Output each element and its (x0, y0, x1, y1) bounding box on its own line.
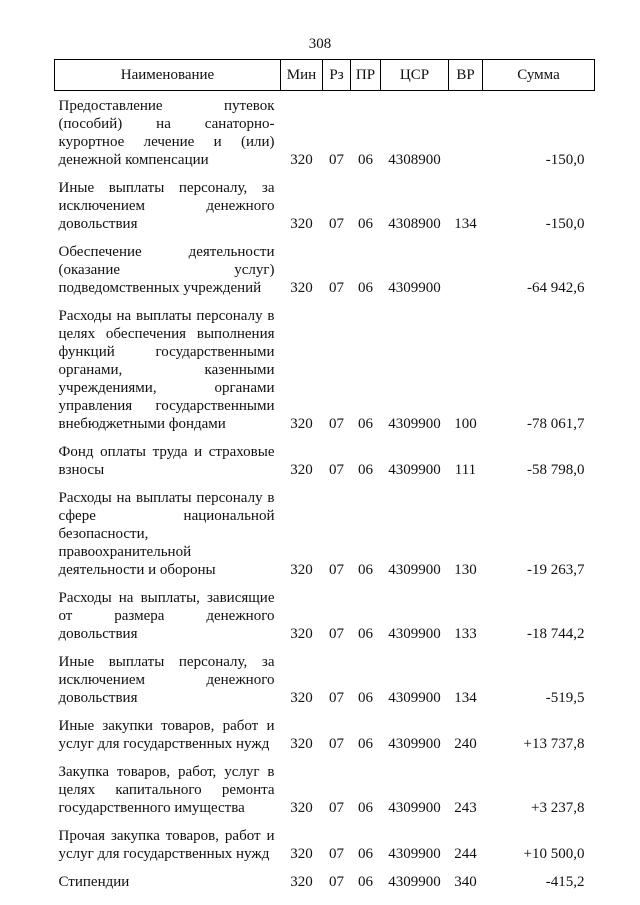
row-pr: 06 (358, 874, 373, 890)
row-sum: -18 744,2 (527, 626, 585, 642)
row-sum: -58 798,0 (527, 462, 585, 478)
row-rz: 07 (329, 462, 344, 478)
row-name: Предоставление путевок (пособий) на санаторно-курортное лечение и (или) денежной компенсации (58, 98, 275, 168)
row-name: Прочая закупка товаров, работ и услуг для государственных нужд (58, 828, 275, 862)
row-csr: 4309900 (388, 416, 441, 432)
row-sum: -19 263,7 (527, 562, 585, 578)
row-vr: 111 (454, 462, 477, 478)
row-vr (449, 233, 483, 297)
row-pr: 06 (358, 416, 373, 432)
row-min: 320 (290, 280, 313, 296)
header-rz: Рз (323, 60, 351, 91)
row-csr: 4309900 (388, 800, 441, 816)
header-vr: ВР (449, 60, 483, 91)
row-sum: -519,5 (545, 690, 585, 706)
row-pr: 06 (358, 690, 373, 706)
table-row (55, 479, 595, 579)
row-min: 320 (290, 562, 313, 578)
table-row (55, 297, 595, 433)
header-csr: ЦСР (381, 60, 449, 91)
row-vr: 243 (454, 800, 477, 816)
row-min: 320 (290, 152, 313, 168)
row-name: Стипендии (58, 874, 130, 890)
row-name: Фонд оплаты труда и страховые взносы (58, 444, 275, 478)
row-min: 320 (290, 846, 313, 862)
page-number: 308 (308, 36, 332, 52)
header-pr: ПР (351, 60, 381, 91)
row-vr: 133 (454, 626, 477, 642)
header-min: Мин (281, 60, 323, 91)
table-row (55, 753, 595, 817)
row-min: 320 (290, 462, 313, 478)
row-vr: 244 (454, 846, 477, 862)
table-row (55, 643, 595, 707)
row-pr: 06 (358, 152, 373, 168)
table-row (55, 707, 595, 753)
row-sum: +13 737,8 (523, 736, 585, 752)
row-csr: 4309900 (388, 562, 441, 578)
table-row (55, 91, 595, 170)
row-sum: -415,2 (545, 874, 585, 890)
row-csr: 4309900 (388, 736, 441, 752)
row-rz: 07 (329, 152, 344, 168)
row-min: 320 (290, 416, 313, 432)
row-csr: 4309900 (388, 846, 441, 862)
row-sum: +10 500,0 (523, 846, 585, 862)
row-csr: 4309900 (388, 690, 441, 706)
row-rz: 07 (329, 626, 344, 642)
row-rz: 07 (329, 216, 344, 232)
row-vr: 134 (454, 216, 477, 232)
row-rz: 07 (329, 874, 344, 890)
row-sum: -150,0 (545, 152, 585, 168)
row-vr: 100 (454, 416, 477, 432)
table-header-row (55, 60, 595, 91)
table-row (55, 579, 595, 643)
row-name: Иные выплаты персоналу, за исключением денежного довольствия (58, 180, 275, 232)
row-rz: 07 (329, 736, 344, 752)
budget-table (54, 59, 595, 891)
row-name: Расходы на выплаты персоналу в сфере национальной безопасности, правоохранительной деятельности и обороны (58, 490, 275, 578)
row-pr: 06 (358, 846, 373, 862)
row-min: 320 (290, 626, 313, 642)
table-row (55, 169, 595, 233)
row-name: Расходы на выплаты, зависящие от размера денежного довольствия (58, 590, 275, 642)
row-csr: 4309900 (388, 280, 441, 296)
row-csr: 4309900 (388, 874, 441, 890)
header-sum: Сумма (483, 60, 595, 91)
row-pr: 06 (358, 462, 373, 478)
row-pr: 06 (358, 626, 373, 642)
row-csr: 4308900 (388, 216, 441, 232)
row-pr: 06 (358, 280, 373, 296)
row-pr: 06 (358, 562, 373, 578)
row-rz: 07 (329, 846, 344, 862)
row-csr: 4309900 (388, 626, 441, 642)
row-min: 320 (290, 874, 313, 890)
table-row (55, 233, 595, 297)
row-name: Закупка товаров, работ, услуг в целях капитального ремонта государственного имущества (58, 764, 275, 816)
row-csr: 4308900 (388, 152, 441, 168)
row-name: Расходы на выплаты персоналу в целях обеспечения выполнения функций государственными органами, казенными учреждениями, органами управления государственными внебюджетными фондами (58, 308, 275, 432)
row-name: Иные закупки товаров, работ и услуг для государственных нужд (58, 718, 275, 752)
row-min: 320 (290, 736, 313, 752)
row-min: 320 (290, 800, 313, 816)
row-rz: 07 (329, 280, 344, 296)
row-vr: 240 (454, 736, 477, 752)
row-min: 320 (290, 690, 313, 706)
header-name: Наименование (55, 60, 281, 91)
table-row (55, 817, 595, 863)
row-vr: 130 (454, 562, 477, 578)
row-name: Обеспечение деятельности (оказание услуг) подведомственных учреждений (58, 244, 275, 296)
row-sum: +3 237,8 (531, 800, 585, 816)
row-csr: 4309900 (388, 462, 441, 478)
row-sum: -78 061,7 (527, 416, 585, 432)
row-rz: 07 (329, 690, 344, 706)
table-row (55, 863, 595, 891)
row-sum: -64 942,6 (527, 280, 585, 296)
row-rz: 07 (329, 562, 344, 578)
row-vr: 340 (454, 874, 477, 890)
row-pr: 06 (358, 800, 373, 816)
row-pr: 06 (358, 736, 373, 752)
table-row (55, 433, 595, 479)
row-rz: 07 (329, 800, 344, 816)
row-vr: 134 (454, 690, 477, 706)
row-sum: -150,0 (545, 216, 585, 232)
row-rz: 07 (329, 416, 344, 432)
row-name: Иные выплаты персоналу, за исключением денежного довольствия (58, 654, 275, 706)
row-vr (449, 91, 483, 170)
row-pr: 06 (358, 216, 373, 232)
row-min: 320 (290, 216, 313, 232)
